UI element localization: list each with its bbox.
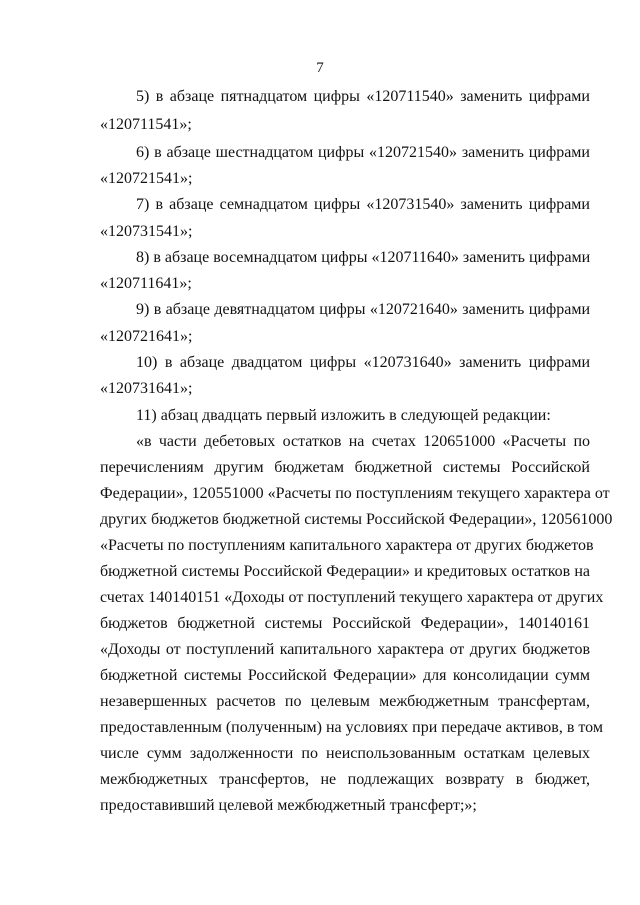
quote-line-15: предоставивший целевой межбюджетный трансферт;»; (100, 797, 477, 814)
quote-line-6: бюджетной системы Российской Федерации» и кредитовых остатков на (100, 563, 590, 580)
quote-line-7: счетах 140140151 «Доходы от поступлений текущего характера от других (100, 589, 604, 606)
item-7-line-1: 7) в абзаце семнадцатом цифры «120731540» заменить цифрами (136, 196, 590, 213)
quote-line-4: других бюджетов бюджетной системы Российской Федерации», 120561000 (100, 511, 613, 528)
quote-line-14: межбюджетных трансфертов, не подлежащих возврату в бюджет, (100, 771, 590, 788)
quote-line-10: бюджетной системы Российской Федерации» для консолидации сумм (100, 667, 590, 684)
page-number: 7 (316, 60, 324, 76)
item-8-line-1: 8) в абзаце восемнадцатом цифры «120711640» заменить цифрами (136, 249, 591, 266)
item-5-line-1: 5) в абзаце пятнадцатом цифры «120711540» заменить цифрами (136, 88, 590, 105)
quote-line-2: перечислениям другим бюджетам бюджетной системы Российской (100, 459, 590, 476)
item-10-line-2: «120731641»; (100, 380, 193, 397)
quote-line-5: «Расчеты по поступлениям капитального характера от других бюджетов (100, 537, 594, 554)
quote-line-9: «Доходы от поступлений капитального характера от других бюджетов (100, 641, 590, 658)
item-9-line-1: 9) в абзаце девятнадцатом цифры «120721640» заменить цифрами (136, 301, 590, 318)
quote-line-13: числе сумм задолженности по неиспользованным остаткам целевых (100, 745, 590, 762)
item-6-line-1: 6) в абзаце шестнадцатом цифры «120721540» заменить цифрами (136, 144, 590, 161)
item-7-line-2: «120731541»; (100, 223, 193, 240)
quote-line-1: «в части дебетовых остатков на счетах 120651000 «Расчеты по (136, 433, 590, 450)
item-11-line-1: 11) абзац двадцать первый изложить в следующей редакции: (136, 407, 551, 424)
quote-line-8: бюджетов бюджетной системы Российской Федерации», 140140161 (100, 615, 590, 632)
item-9-line-2: «120721641»; (100, 328, 193, 345)
quote-line-11: незавершенных расчетов по целевым межбюджетным трансфертам, (100, 693, 590, 710)
item-6-line-2: «120721541»; (100, 170, 193, 187)
quote-line-3: Федерации», 120551000 «Расчеты по поступлениям текущего характера от (100, 485, 610, 502)
item-10-line-1: 10) в абзаце двадцатом цифры «120731640» заменить цифрами (136, 354, 590, 371)
quote-line-12: предоставленным (полученным) на условиях при передаче активов, в том (100, 719, 603, 736)
item-8-line-2: «120711641»; (100, 275, 192, 292)
item-5-line-2: «120711541»; (100, 116, 192, 133)
